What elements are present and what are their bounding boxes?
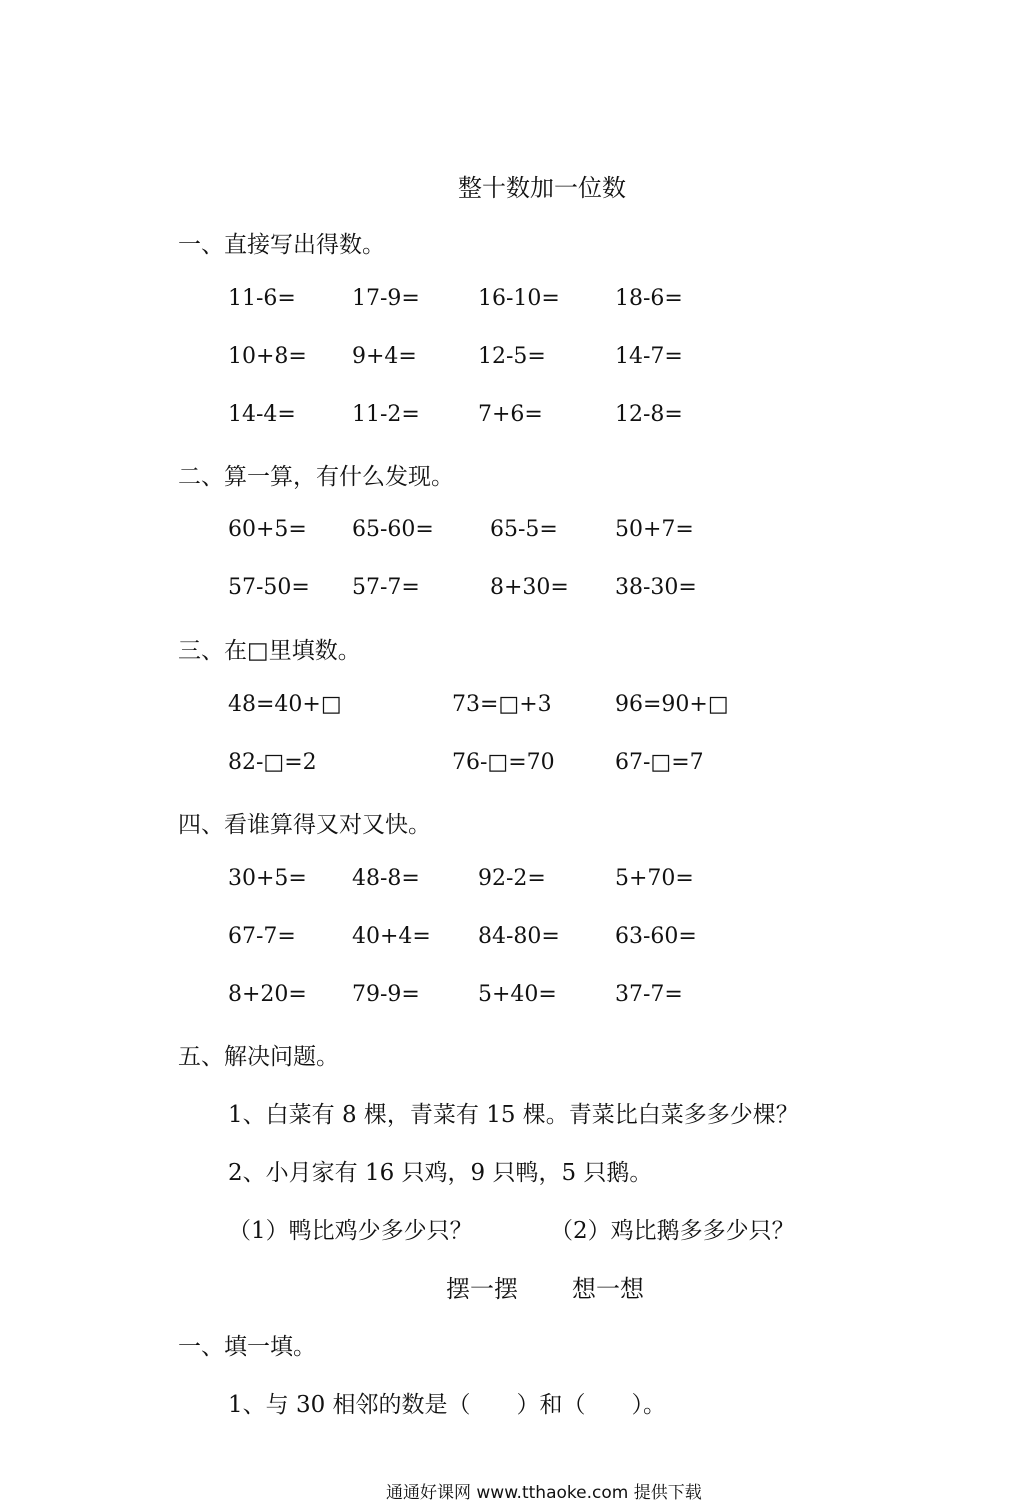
footer-source-text: 通通好课网 www.tthaoke.com 提供下载 xyxy=(386,1483,702,1503)
expression: 10+8= xyxy=(228,344,307,369)
fill-box-expression: 82-□=2 xyxy=(228,750,317,775)
expression: 7+6= xyxy=(478,402,543,427)
expression: 38-30= xyxy=(615,575,697,600)
expression: 16-10= xyxy=(478,286,560,311)
expression: 79-9= xyxy=(352,982,420,1007)
subtitle-part-2: 想一想 xyxy=(572,1275,644,1303)
fill-box-expression: 76-□=70 xyxy=(452,750,555,775)
fill-box-expression: 67-□=7 xyxy=(615,750,704,775)
expression: 5+70= xyxy=(615,866,694,891)
word-problem-2-part-2: （2）鸡比鹅多多少只？ xyxy=(550,1218,795,1244)
expression: 14-4= xyxy=(228,402,296,427)
expression: 57-7= xyxy=(352,575,420,600)
expression: 12-8= xyxy=(615,402,683,427)
section-4-heading: 四、看谁算得又对又快。 xyxy=(178,812,431,838)
expression: 9+4= xyxy=(352,344,417,369)
expression: 5+40= xyxy=(478,982,557,1007)
fill-box-expression: 96=90+□ xyxy=(615,692,729,717)
fill-box-expression: 73=□+3 xyxy=(452,692,552,717)
expression: 8+30= xyxy=(490,575,569,600)
expression: 30+5= xyxy=(228,866,307,891)
expression: 14-7= xyxy=(615,344,683,369)
expression: 60+5= xyxy=(228,517,307,542)
word-problem-2: 2、小月家有 16 只鸡，9 只鸭，5 只鹅。 xyxy=(228,1160,653,1186)
expression: 65-5= xyxy=(490,517,558,542)
expression: 37-7= xyxy=(615,982,683,1007)
section-1-heading: 一、直接写出得数。 xyxy=(178,232,385,258)
expression: 48-8= xyxy=(352,866,420,891)
expression: 63-60= xyxy=(615,924,697,949)
page-title: 整十数加一位数 xyxy=(458,174,626,202)
expression: 11-6= xyxy=(228,286,296,311)
expression: 17-9= xyxy=(352,286,420,311)
section-5-heading: 五、解决问题。 xyxy=(178,1044,339,1070)
section-6-heading: 一、填一填。 xyxy=(178,1334,316,1360)
expression: 18-6= xyxy=(615,286,683,311)
section-2-heading: 二、算一算，有什么发现。 xyxy=(178,464,454,490)
expression: 67-7= xyxy=(228,924,296,949)
expression: 40+4= xyxy=(352,924,431,949)
expression: 11-2= xyxy=(352,402,420,427)
expression: 92-2= xyxy=(478,866,546,891)
expression: 65-60= xyxy=(352,517,434,542)
subtitle-part-1: 摆一摆 xyxy=(446,1275,518,1303)
fill-in-question-1: 1、与 30 相邻的数是（ ）和（ ）。 xyxy=(228,1392,667,1418)
fill-box-expression: 48=40+□ xyxy=(228,692,342,717)
expression: 57-50= xyxy=(228,575,310,600)
expression: 8+20= xyxy=(228,982,307,1007)
section-3-heading: 三、在□里填数。 xyxy=(178,638,361,664)
expression: 12-5= xyxy=(478,344,546,369)
expression: 50+7= xyxy=(615,517,694,542)
expression: 84-80= xyxy=(478,924,560,949)
word-problem-1: 1、白菜有 8 棵，青菜有 15 棵。青菜比白菜多多少棵？ xyxy=(228,1102,799,1128)
word-problem-2-part-1: （1）鸭比鸡少多少只？ xyxy=(228,1218,473,1244)
